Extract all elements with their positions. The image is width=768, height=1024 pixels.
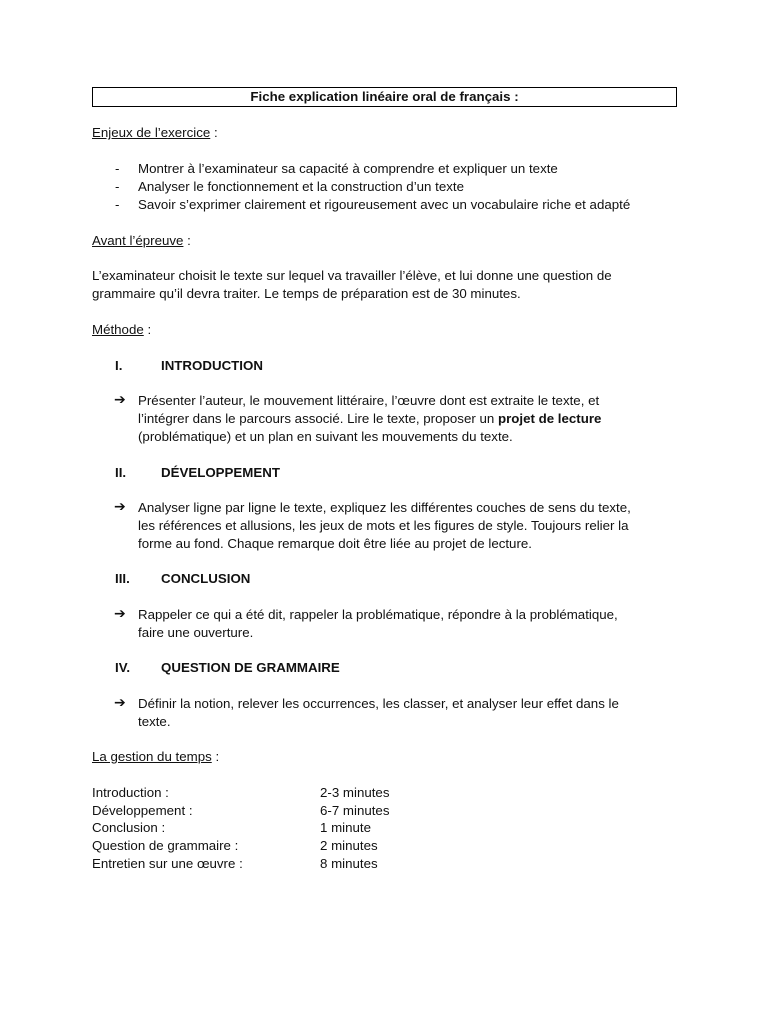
gestion-suffix: :	[211, 749, 220, 764]
section-line: Analyser ligne par ligne le texte, expliquez les différentes couches de sens du texte,	[138, 500, 631, 515]
gestion-heading: La gestion du temps	[92, 749, 212, 764]
section-title: QUESTION DE GRAMMAIRE	[161, 660, 340, 675]
section-line: Définir la notion, relever les occurrences, les classer, et analyser leur effet dans le	[138, 696, 619, 711]
enjeux-heading-line	[92, 124, 218, 142]
methode-heading: Méthode	[92, 322, 144, 337]
enjeux-item: Montrer à l’examinateur sa capacité à comprendre et expliquer un texte	[138, 161, 558, 176]
time-row-value: 2 minutes	[320, 838, 378, 853]
time-row-value: 6-7 minutes	[320, 803, 390, 818]
time-row-label: Conclusion :	[92, 820, 166, 835]
section-title: INTRODUCTION	[161, 358, 263, 373]
enjeux-heading: Enjeux de l’exercice	[92, 125, 211, 140]
section-line: Rappeler ce qui a été dit, rappeler la problématique, répondre à la problématique,	[138, 607, 618, 622]
projet-de-lecture-bold: projet de lecture	[497, 411, 602, 426]
time-row-label: Entretien sur une œuvre :	[92, 856, 243, 871]
section-title: CONCLUSION	[161, 571, 251, 586]
dash-icon: -	[115, 161, 120, 176]
arrow-right-icon: ➔	[114, 605, 126, 621]
time-row-value: 2-3 minutes	[320, 785, 390, 800]
section-line: (problématique) et un plan en suivant les mouvements du texte.	[138, 429, 513, 444]
section-number: II.	[115, 465, 127, 480]
avant-line: grammaire qu’il devra traiter. Le temps de préparation est de 30 minutes.	[92, 286, 521, 301]
methode-suffix: :	[143, 322, 152, 337]
avant-suffix: :	[183, 233, 191, 248]
avant-heading: Avant l’épreuve	[92, 233, 184, 248]
gestion-heading-line	[92, 748, 219, 766]
section-number: IV.	[115, 660, 131, 675]
avant-heading-line	[92, 232, 191, 250]
dash-icon: -	[115, 179, 120, 194]
section-text: l’intégrer dans le parcours associé. Lire le texte, proposer un	[138, 411, 498, 426]
document-title: Fiche explication linéaire oral de français :	[92, 87, 677, 107]
methode-heading-line	[92, 321, 151, 339]
section-title: DÉVELOPPEMENT	[161, 465, 280, 480]
time-row-label: Introduction :	[92, 785, 169, 800]
section-line-with-bold	[138, 410, 668, 428]
section-line: faire une ouverture.	[138, 625, 254, 640]
section-number: I.	[115, 358, 123, 373]
arrow-right-icon: ➔	[114, 391, 126, 407]
enjeux-item: Analyser le fonctionnement et la construction d’un texte	[138, 179, 464, 194]
section-line: Présenter l’auteur, le mouvement littéraire, l’œuvre dont est extraite le texte, et	[138, 393, 600, 408]
section-line: les références et allusions, les jeux de mots et les figures de style. Toujours relier la	[138, 518, 629, 533]
section-line: forme au fond. Chaque remarque doit être liée au projet de lecture.	[138, 536, 532, 551]
section-number: III.	[115, 571, 130, 586]
enjeux-suffix: :	[210, 125, 218, 140]
time-row-label: Développement :	[92, 803, 193, 818]
time-row-value: 1 minute	[320, 820, 371, 835]
arrow-right-icon: ➔	[114, 694, 126, 710]
section-line: texte.	[138, 714, 171, 729]
arrow-right-icon: ➔	[114, 498, 126, 514]
time-row-label: Question de grammaire :	[92, 838, 239, 853]
enjeux-item: Savoir s’exprimer clairement et rigoureusement avec un vocabulaire riche et adapté	[138, 197, 631, 212]
dash-icon: -	[115, 197, 120, 212]
time-row-value: 8 minutes	[320, 856, 378, 871]
avant-line: L’examinateur choisit le texte sur lequel va travailler l’élève, et lui donne une question de	[92, 268, 612, 283]
